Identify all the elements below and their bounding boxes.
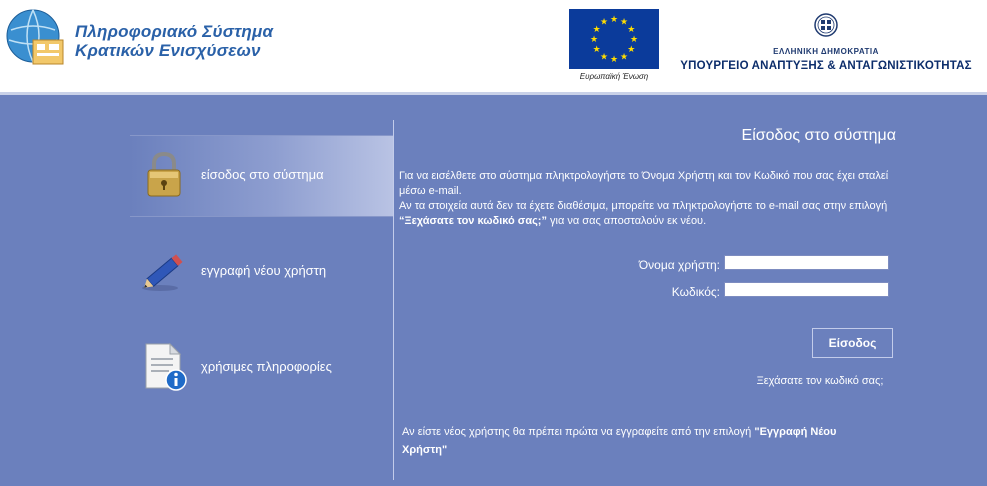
logo-line-1: Πληροφοριακό Σύστημα bbox=[75, 22, 274, 41]
intro-forgot-emphasis: “Ξεχάσατε τον κωδικό σας;” bbox=[399, 215, 547, 227]
logo-line-2: Κρατικών Ενισχύσεων bbox=[75, 41, 261, 60]
new-user-register-emphasis: "Εγγραφή Νέου Χρήστη" bbox=[402, 426, 837, 456]
intro-p2-text: Αν τα στοιχεία αυτά δεν τα έχετε διαθέσιμα, μπορείτε να πληκτρολογήστε το e-mail σας στην επιλογή bbox=[399, 200, 888, 212]
padlock-icon bbox=[140, 150, 188, 200]
eu-star-icon: ★ bbox=[609, 54, 619, 64]
nav-label-register: εγγραφή νέου χρήστη bbox=[201, 263, 327, 278]
new-user-note bbox=[402, 423, 882, 459]
password-label: Κωδικός: bbox=[671, 285, 720, 299]
system-logo-text bbox=[75, 22, 273, 60]
ministry-logo bbox=[668, 12, 984, 82]
eu-star-icon: ★ bbox=[592, 44, 601, 54]
nav-label-info: χρήσιμες πληροφορίες bbox=[201, 359, 332, 374]
eu-star-icon: ★ bbox=[592, 24, 601, 34]
intro-paragraph-1: Για να εισέλθετε στο σύστημα πληκτρολογήστε το Όνομα Χρήστη και τον Κωδικό που σας έχει σταλεί μέσω e-mail. bbox=[399, 170, 889, 197]
header bbox=[0, 0, 987, 95]
eu-logo bbox=[569, 9, 659, 82]
intro-p2-tail: για να σας αποσταλούν εκ νέου. bbox=[546, 215, 707, 227]
document-info-icon bbox=[140, 342, 188, 392]
eu-caption: Ευρωπαϊκή Ένωση bbox=[579, 72, 649, 81]
eu-star-icon: ★ bbox=[599, 16, 609, 27]
password-input[interactable] bbox=[724, 282, 889, 297]
nav-item-register[interactable] bbox=[130, 232, 393, 312]
username-label: Όνομα χρήστη: bbox=[638, 258, 720, 272]
vertical-divider bbox=[393, 120, 394, 480]
forgot-password-link[interactable]: Ξεχάσατε τον κωδικό σας; bbox=[756, 375, 884, 387]
main-area bbox=[0, 95, 987, 486]
pencil-icon bbox=[140, 246, 188, 296]
eu-star-icon: ★ bbox=[589, 34, 599, 44]
eu-star-icon: ★ bbox=[619, 51, 629, 62]
greek-emblem-icon bbox=[813, 12, 839, 38]
username-input[interactable] bbox=[724, 255, 889, 270]
republic-label: ΕΛΛΗΝΙΚΗ ΔΗΜΟΚΡΑΤΙΑ bbox=[773, 47, 879, 56]
intro-paragraph-2 bbox=[399, 199, 909, 229]
eu-star-icon: ★ bbox=[619, 16, 629, 27]
new-user-text: Αν είστε νέος χρήστης θα πρέπει πρώτα να εγγραφείτε από την επιλογή bbox=[402, 426, 755, 438]
eu-star-icon: ★ bbox=[599, 51, 609, 62]
nav-item-login[interactable] bbox=[130, 135, 393, 217]
eu-star-icon: ★ bbox=[627, 24, 636, 34]
login-panel-title: Είσοδος στο σύστημα bbox=[741, 127, 896, 144]
globe-logo-icon bbox=[5, 8, 65, 68]
eu-star-icon: ★ bbox=[629, 34, 639, 44]
login-button[interactable]: Είσοδος bbox=[812, 328, 893, 358]
ministry-name: ΥΠΟΥΡΓΕΙΟ ΑΝΑΠΤΥΞΗΣ & ΑΝΤΑΓΩΝΙΣΤΙΚΟΤΗΤΑΣ bbox=[680, 60, 972, 72]
nav-item-info[interactable] bbox=[130, 328, 393, 408]
eu-star-icon: ★ bbox=[609, 14, 619, 24]
eu-star-icon: ★ bbox=[627, 44, 636, 54]
eu-flag-icon bbox=[569, 9, 659, 69]
nav-label-login: είσοδος στο σύστημα bbox=[201, 167, 324, 182]
login-instructions bbox=[399, 169, 909, 229]
